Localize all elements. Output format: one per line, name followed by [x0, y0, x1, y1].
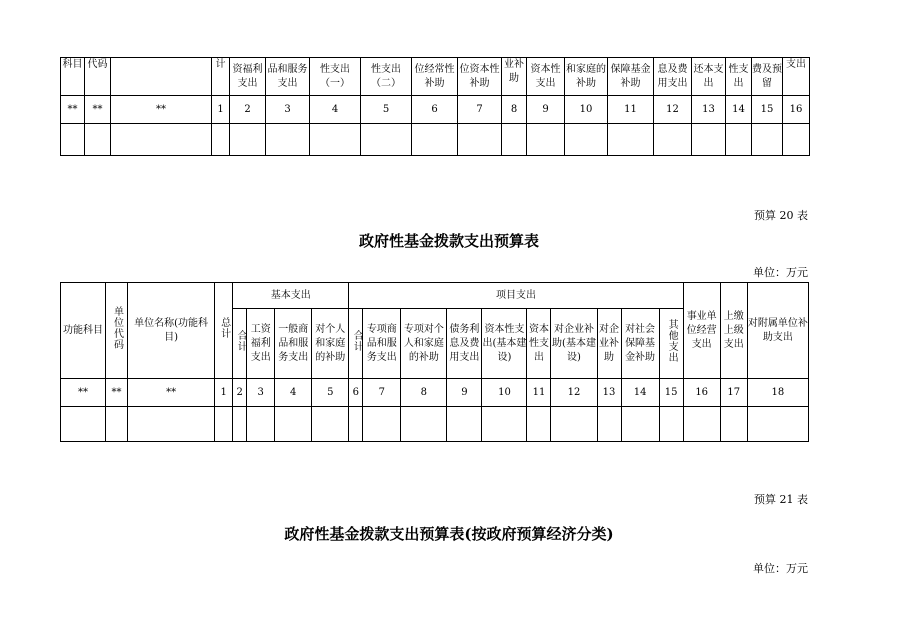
empty-cell [659, 407, 683, 442]
project-subtotal-header: 合计 [349, 309, 363, 379]
empty-cell [85, 124, 111, 156]
table-number-label: 预算 20 表 [754, 209, 808, 222]
empty-cell [349, 407, 363, 442]
empty-cell [401, 407, 447, 442]
header-cell: 性支出 [726, 58, 752, 96]
code-cell: 16 [783, 96, 810, 124]
header-cell: 资本性支出 [527, 58, 565, 96]
code-cell: 15 [752, 96, 783, 124]
biz-operation-header: 事业单位经营支出 [683, 283, 720, 379]
header-cell: 息及费用支出 [654, 58, 692, 96]
code-cell: 4 [310, 96, 361, 124]
code-cell: 5 [361, 96, 412, 124]
project-col-header: 资本性支出(基本建设) [482, 309, 527, 379]
empty-cell [720, 407, 747, 442]
empty-cell [608, 124, 654, 156]
code-cell: 14 [726, 96, 752, 124]
empty-cell [747, 407, 808, 442]
code-cell: 4 [275, 379, 312, 407]
empty-cell [61, 124, 85, 156]
empty-cell [361, 124, 412, 156]
project-col-header: 债务利息及费用支出 [447, 309, 482, 379]
code-cell: 13 [692, 96, 726, 124]
unit-code-header: 单位代码 [106, 283, 128, 379]
project-col-header: 对企业补助 [597, 309, 621, 379]
code-cell: 12 [551, 379, 597, 407]
empty-cell [230, 124, 266, 156]
header-cell: 品和服务支出 [266, 58, 310, 96]
empty-cell [482, 407, 527, 442]
empty-cell [527, 124, 565, 156]
project-col-header: 其他支出 [659, 309, 683, 379]
code-cell: ** [111, 96, 212, 124]
empty-cell [752, 124, 783, 156]
code-cell: 1 [212, 96, 230, 124]
section-title: 政府性基金拨款支出预算表(按政府预算经济分类) [284, 525, 614, 543]
header-cell: 性支出（二） [361, 58, 412, 96]
empty-cell [247, 407, 275, 442]
basic-col-header: 一般商品和服务支出 [275, 309, 312, 379]
empty-cell [458, 124, 502, 156]
code-cell: 7 [363, 379, 401, 407]
code-cell: 5 [312, 379, 349, 407]
code-cell: 1 [215, 379, 233, 407]
code-cell: 7 [458, 96, 502, 124]
project-col-header: 专项对个人和家庭的补助 [401, 309, 447, 379]
empty-cell [111, 124, 212, 156]
empty-cell [654, 124, 692, 156]
header-cell: 性支出（一） [310, 58, 361, 96]
empty-cell [363, 407, 401, 442]
empty-cell [106, 407, 128, 442]
code-cell: ** [106, 379, 128, 407]
table1-empty-row [61, 124, 810, 156]
code-cell: ** [85, 96, 111, 124]
table1-header-row [61, 58, 810, 96]
empty-cell [266, 124, 310, 156]
unit-label: 单位：万元 [753, 266, 808, 279]
basic-subtotal-header: 合计 [233, 309, 247, 379]
fund-budget-table [60, 282, 809, 442]
header-cell [111, 58, 212, 96]
empty-cell [597, 407, 621, 442]
header-cell: 保障基金补助 [608, 58, 654, 96]
project-col-header: 对社会保障基金补助 [621, 309, 659, 379]
header-cell: 业补助 [502, 58, 527, 96]
function-subject-header: 功能科目 [61, 283, 106, 379]
header-cell: 位经常性补助 [412, 58, 458, 96]
unit-name-header: 单位名称(功能科目) [128, 283, 215, 379]
project-col-header: 专项商品和服务支出 [363, 309, 401, 379]
table2-empty-row [61, 407, 809, 442]
header-cell: 支出 [783, 58, 810, 96]
code-cell: 14 [621, 379, 659, 407]
code-cell: 2 [233, 379, 247, 407]
code-cell: 18 [747, 379, 808, 407]
header-cell: 费及预留 [752, 58, 783, 96]
empty-cell [565, 124, 608, 156]
code-cell: 10 [565, 96, 608, 124]
empty-cell [312, 407, 349, 442]
empty-cell [412, 124, 458, 156]
code-cell: 15 [659, 379, 683, 407]
code-cell: 6 [412, 96, 458, 124]
header-cell: 和家庭的补助 [565, 58, 608, 96]
empty-cell [683, 407, 720, 442]
empty-cell [502, 124, 527, 156]
empty-cell [527, 407, 551, 442]
code-cell: 11 [527, 379, 551, 407]
empty-cell [128, 407, 215, 442]
code-cell: 6 [349, 379, 363, 407]
code-cell: 3 [266, 96, 310, 124]
basic-col-header: 工资福利支出 [247, 309, 275, 379]
code-cell: 8 [502, 96, 527, 124]
empty-cell [783, 124, 810, 156]
code-cell: 2 [230, 96, 266, 124]
header-cell: 还本支出 [692, 58, 726, 96]
empty-cell [212, 124, 230, 156]
code-cell: 8 [401, 379, 447, 407]
empty-cell [726, 124, 752, 156]
header-cell: 位资本性补助 [458, 58, 502, 96]
empty-cell [447, 407, 482, 442]
code-cell: 9 [527, 96, 565, 124]
table2-code-row [61, 379, 809, 407]
header-cell: 代码 [85, 58, 111, 96]
code-cell: 9 [447, 379, 482, 407]
project-expense-header: 项目支出 [349, 283, 683, 309]
empty-cell [215, 407, 233, 442]
code-cell: 11 [608, 96, 654, 124]
code-cell: 12 [654, 96, 692, 124]
table2-group-header-row [61, 283, 809, 309]
code-cell: 17 [720, 379, 747, 407]
total-header: 总计 [215, 283, 233, 379]
code-cell: 13 [597, 379, 621, 407]
empty-cell [275, 407, 312, 442]
empty-cell [233, 407, 247, 442]
project-col-header: 资本性支出 [527, 309, 551, 379]
project-col-header: 对企业补助(基本建设) [551, 309, 597, 379]
empty-cell [621, 407, 659, 442]
page-title: 政府性基金拨款支出预算表 [358, 232, 539, 250]
empty-cell [692, 124, 726, 156]
header-cell: 资福利支出 [230, 58, 266, 96]
code-cell: ** [128, 379, 215, 407]
basic-col-header: 对个人和家庭的补助 [312, 309, 349, 379]
empty-cell [61, 407, 106, 442]
upper-level-header: 上缴上级支出 [720, 283, 747, 379]
basic-expense-header: 基本支出 [233, 283, 349, 309]
unit-label: 单位：万元 [753, 562, 808, 575]
header-cell: 科目 [61, 58, 85, 96]
empty-cell [551, 407, 597, 442]
code-cell: ** [61, 96, 85, 124]
code-cell: ** [61, 379, 106, 407]
budget-table-continued [60, 57, 810, 156]
subordinate-subsidy-header: 对附属单位补助支出 [747, 283, 808, 379]
table1-code-row [61, 96, 810, 124]
code-cell: 3 [247, 379, 275, 407]
code-cell: 16 [683, 379, 720, 407]
table-number-label: 预算 21 表 [754, 493, 808, 506]
empty-cell [310, 124, 361, 156]
header-cell: 计 [212, 58, 230, 96]
code-cell: 10 [482, 379, 527, 407]
